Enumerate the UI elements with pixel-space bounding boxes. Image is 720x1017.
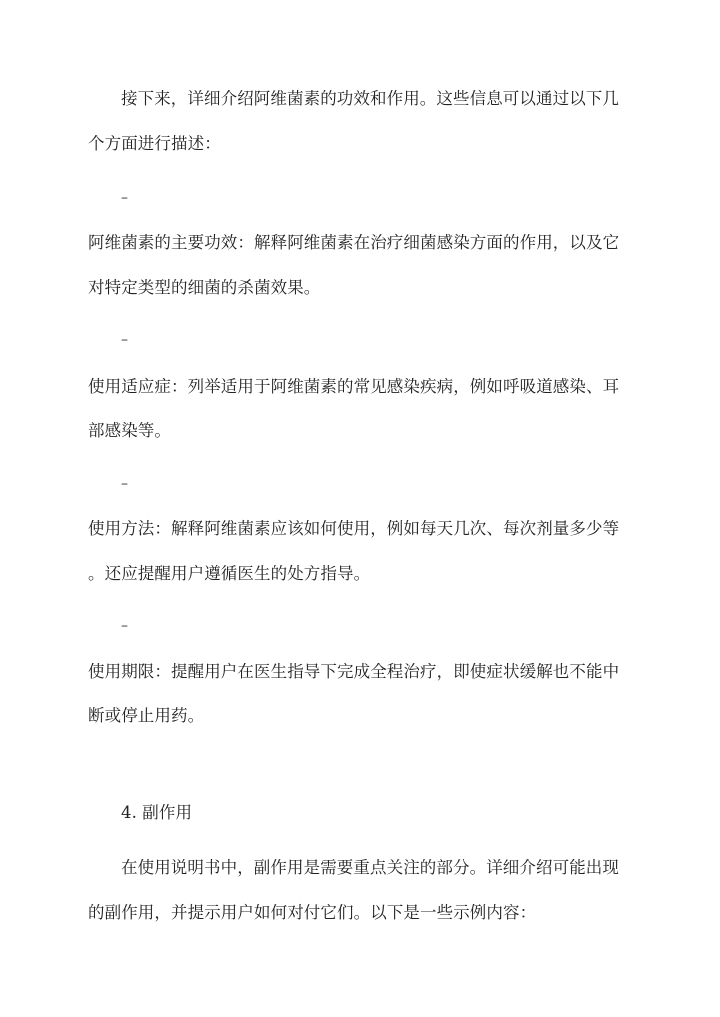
item-1-line-1: 阿维菌素的主要功效：解释阿维菌素在治疗细菌感染方面的作用，以及它 (88, 233, 620, 252)
bullet-dash-4: – (121, 618, 128, 634)
section-line-1: 在使用说明书中，副作用是需要重点关注的部分。详细介绍可能出现 (121, 858, 619, 877)
item-3-line-2: 。还应提醒用户遵循医生的处方指导。 (88, 564, 371, 583)
bullet-dash-3: – (121, 476, 128, 492)
intro-line-2: 个方面进行描述： (88, 134, 221, 153)
section-heading: 4. 副作用 (121, 803, 193, 822)
section-line-2: 的副作用，并提示用户如何对付它们。以下是一些示例内容： (88, 903, 537, 922)
item-4-line-2: 断或停止用药。 (88, 706, 205, 725)
bullet-dash-1: – (121, 190, 128, 206)
item-2-line-1: 使用适应症：列举适用于阿维菌素的常见感染疾病，例如呼吸道感染、耳 (88, 377, 620, 396)
item-2-line-2: 部感染等。 (88, 421, 171, 440)
item-3-line-1: 使用方法：解释阿维菌素应该如何使用，例如每天几次、每次剂量多少等 (88, 519, 620, 538)
item-1-line-2: 对特定类型的细菌的杀菌效果。 (88, 278, 321, 297)
intro-line-1: 接下来，详细介绍阿维菌素的功效和作用。这些信息可以通过以下几 (121, 89, 619, 108)
item-4-line-1: 使用期限：提醒用户在医生指导下完成全程治疗，即使症状缓解也不能中 (88, 662, 620, 681)
bullet-dash-2: – (121, 332, 128, 348)
